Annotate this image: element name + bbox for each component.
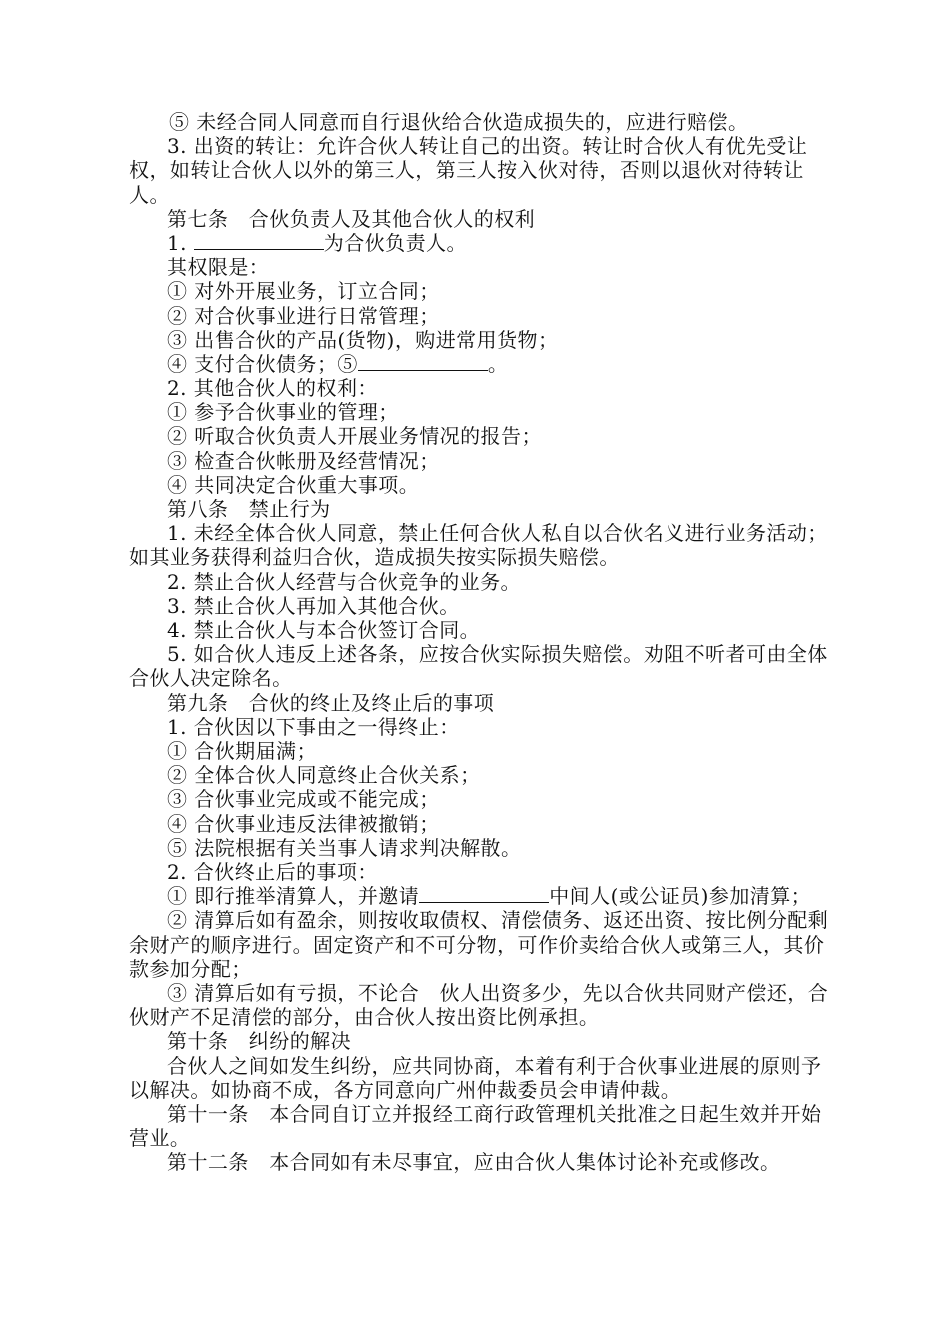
clause-paragraph: ③ 清算后如有亏损，不论合 伙人出资多少，先以合伙共同财产偿还，合伙财产不足清偿的部分，由合伙人按出资比例承担。 — [129, 980, 829, 1030]
clause-paragraph: 第十一条 本合同自订立并报经工商行政管理机关批准之日起生效并开始营业。 — [129, 1101, 822, 1151]
clause-suffix: 为合伙负责人。 — [323, 230, 467, 255]
fill-in-blank — [419, 884, 549, 903]
clause-line: 2. 合伙终止后的事项： — [167, 859, 378, 884]
clause-paragraph: ② 清算后如有盈余，则按收取债权、清偿债务、返还出资、按比例分配剩余财产的顺序进行。固定资产和不可分物，可作价卖给合伙人或第三人，其价款参加分配； — [129, 908, 829, 981]
clause-line: 1. 合伙因以下事由之一得终止： — [167, 714, 460, 739]
clause-line: ③ 检查合伙帐册及经营情况； — [167, 448, 440, 473]
contract-body — [129, 110, 829, 1175]
clause-line: ③ 出售合伙的产品(货物)，购进常用货物； — [167, 327, 559, 352]
clause-suffix: 。 — [487, 351, 509, 376]
clause-line-with-blank — [129, 352, 829, 376]
clause-paragraph: 3. 出资的转让：允许合伙人转让自己的出资。转让时合伙人有优先受让权，如转让合伙人以外的第三人，第三人按入伙对待，否则以退伙对待转让人。 — [129, 134, 808, 207]
clause-line: ⑤ 未经合同人同意而自行退伙给合伙造成损失的，应进行赔偿。 — [169, 110, 749, 134]
clause-paragraph-with-blank — [129, 884, 829, 908]
clause-line: 3. 禁止合伙人再加入其他合伙。 — [167, 593, 460, 618]
clause-prefix: 1. — [167, 230, 194, 255]
article-heading: 第十条 纠纷的解决 — [167, 1029, 352, 1054]
clause-paragraph: 1. 未经全体合伙人同意，禁止任何合伙人私自以合伙名义进行业务活动；如其业务获得利益归合伙，造成损失按实际损失赔偿。 — [129, 521, 828, 570]
article-heading: 第七条 合伙负责人及其他合伙人的权利 — [167, 206, 536, 231]
article-heading: 第八条 禁止行为 — [167, 497, 331, 522]
clause-suffix: 中间人(或公证员)参加清算； — [549, 884, 812, 909]
clause-prefix: ① 即行推举清算人，并邀请 — [167, 884, 420, 909]
clause-line: 4. 禁止合伙人与本合伙签订合同。 — [167, 618, 481, 643]
clause-line: ⑤ 法院根据有关当事人请求判决解散。 — [167, 835, 522, 860]
clause-line: ① 合伙期届满； — [167, 738, 317, 763]
clause-line: ④ 合伙事业违反法律被撤销； — [167, 811, 440, 836]
clause-line-with-blank — [129, 231, 829, 255]
clause-line: 2. 禁止合伙人经营与合伙竞争的业务。 — [167, 569, 521, 594]
clause-line: 第十二条 本合同如有未尽事宜，应由合伙人集体讨论补充或修改。 — [167, 1150, 781, 1175]
clause-line: ③ 合伙事业完成或不能完成； — [167, 787, 440, 812]
clause-line: ② 对合伙事业进行日常管理； — [167, 303, 440, 328]
clause-line: 其权限是： — [167, 255, 270, 280]
clause-line: ① 参予合伙事业的管理； — [167, 400, 399, 425]
article-heading: 第九条 合伙的终止及终止后的事项 — [167, 690, 495, 715]
fill-in-blank — [194, 231, 324, 250]
clause-line: ② 听取合伙负责人开展业务情况的报告； — [167, 424, 542, 449]
clause-line: ② 全体合伙人同意终止合伙关系； — [167, 763, 481, 788]
clause-line: 2. 其他合伙人的权利： — [167, 376, 378, 401]
fill-in-blank — [358, 352, 488, 371]
clause-paragraph: 5. 如合伙人违反上述各条，应按合伙实际损失赔偿。劝阻不听者可由全体合伙人决定除名。 — [129, 642, 828, 691]
clause-paragraph: 合伙人之间如发生纠纷，应共同协商，本着有利于合伙事业进展的原则予以解决。如协商不成，各方同意向广州仲裁委员会申请仲裁。 — [129, 1053, 822, 1102]
clause-line: ④ 共同决定合伙重大事项。 — [167, 472, 420, 497]
clause-prefix: ④ 支付合伙债务；⑤ — [167, 351, 358, 376]
clause-line: ① 对外开展业务，订立合同； — [167, 279, 440, 304]
